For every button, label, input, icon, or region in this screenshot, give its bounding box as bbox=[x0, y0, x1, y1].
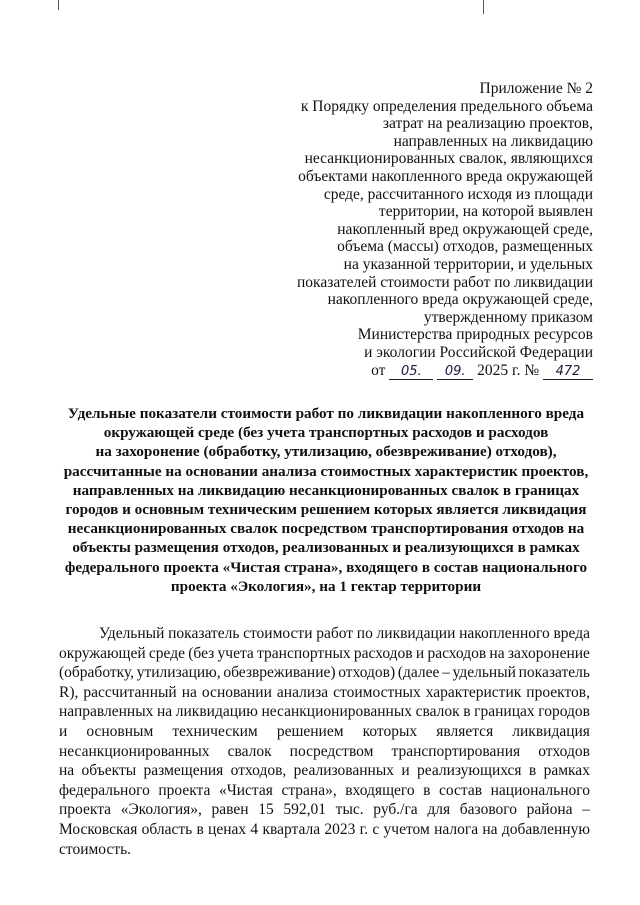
body-line bbox=[59, 624, 590, 644]
appendix-line: накопленный вред окружающей среде, bbox=[337, 220, 593, 238]
word: проекта bbox=[59, 801, 112, 819]
body-line bbox=[59, 800, 590, 820]
word: квартала bbox=[262, 820, 321, 838]
word: накопленного bbox=[459, 625, 550, 642]
word: расходов bbox=[353, 644, 413, 662]
appendix-header bbox=[253, 80, 593, 380]
word: г. bbox=[359, 820, 369, 838]
appendix-line: затрат на реализацию проектов, bbox=[382, 115, 593, 133]
scan-edge-mark bbox=[58, 0, 59, 10]
word: – bbox=[442, 664, 450, 682]
body-line bbox=[59, 820, 590, 840]
word: руб./га bbox=[373, 801, 418, 819]
appendix-line: Приложение № 2 bbox=[479, 80, 593, 97]
appendix-line: накопленного вреда окружающей среде, bbox=[327, 291, 593, 309]
word: обезвреживание) bbox=[223, 664, 336, 682]
word: на bbox=[482, 820, 498, 838]
title-line: проекта «Экология», на 1 гектар территории bbox=[170, 577, 482, 595]
word: района bbox=[526, 801, 573, 819]
word: входящего bbox=[345, 781, 415, 799]
word: на bbox=[181, 683, 197, 701]
word: национального bbox=[490, 781, 590, 799]
word: которых bbox=[362, 722, 418, 740]
word: реализующихся bbox=[417, 762, 522, 780]
body-line bbox=[59, 702, 590, 722]
body-line bbox=[59, 722, 590, 742]
body-line bbox=[59, 761, 590, 781]
title-line: на захоронение (обработку, утилизацию, обезвреживание) отходов), bbox=[95, 443, 557, 461]
body-line bbox=[59, 663, 590, 683]
title-line: Удельные показатели стоимости работ по ликвидации накопленного вреда bbox=[67, 405, 585, 422]
word: отходов, bbox=[230, 762, 287, 780]
appendix-line: несанкционированных свалок, являющихся bbox=[304, 150, 593, 168]
word: окружающей bbox=[59, 644, 146, 662]
word: характеристик bbox=[425, 683, 522, 701]
word: рамках bbox=[543, 762, 590, 780]
appendix-line: утвержденному приказом bbox=[423, 308, 593, 326]
word: работ bbox=[316, 625, 354, 642]
body-paragraph bbox=[59, 624, 590, 859]
order-date-line bbox=[253, 362, 593, 380]
word: основании bbox=[201, 683, 272, 701]
title-line: федерального проекта «Чистая страна», входящего в состав национального bbox=[64, 558, 588, 576]
body-line bbox=[59, 683, 590, 703]
word: 592,01 bbox=[283, 801, 327, 819]
appendix-line: территории, на которой выявлен bbox=[378, 203, 593, 221]
title-line: рассчитанные на основании анализа стоимостных характеристик проектов, bbox=[63, 462, 589, 480]
word: 4 bbox=[250, 820, 259, 838]
appendix-line: и экологии Российской Федерации bbox=[364, 343, 593, 361]
word: и bbox=[59, 722, 68, 740]
word: стоимость. bbox=[59, 840, 132, 858]
word: (без bbox=[188, 644, 215, 662]
appendix-line: направленных на ликвидацию bbox=[393, 132, 593, 150]
word: тыс. bbox=[335, 801, 364, 819]
title-line: направленных на ликвидацию несанкционированных свалок в границах bbox=[72, 481, 580, 499]
word: захоронение bbox=[507, 644, 590, 662]
word: размещения bbox=[143, 762, 224, 780]
title-line: городов и основным техническим решением которых является ликвидация bbox=[65, 501, 587, 519]
word: ценах bbox=[208, 820, 247, 838]
word: ликвидация bbox=[512, 722, 590, 740]
word: техническим bbox=[172, 722, 258, 740]
word: для bbox=[427, 801, 451, 819]
word: стоимостных bbox=[333, 683, 421, 701]
word: с bbox=[372, 820, 380, 838]
word: основным bbox=[86, 722, 154, 740]
word: транспортирования bbox=[391, 742, 521, 760]
appendix-line: на указанной территории, и удельных bbox=[343, 255, 593, 273]
word: объекты bbox=[81, 762, 137, 780]
word: – bbox=[582, 801, 590, 819]
word: посредством bbox=[289, 742, 374, 760]
word: в bbox=[196, 820, 204, 838]
word: отходов bbox=[538, 742, 590, 760]
appendix-line: Министерства природных ресурсов bbox=[357, 326, 593, 344]
word: 15 bbox=[258, 801, 274, 819]
word: рассчитанный bbox=[83, 683, 177, 701]
word: 2023 bbox=[324, 820, 356, 838]
word: направленных bbox=[59, 703, 154, 721]
word: удельный bbox=[452, 664, 516, 682]
word: свалок bbox=[227, 742, 272, 760]
word: состав bbox=[439, 781, 483, 799]
word: по bbox=[356, 625, 373, 642]
handwritten-month: 09. bbox=[437, 364, 473, 380]
body-line bbox=[59, 840, 590, 860]
appendix-line: к Порядку определения предельного объема bbox=[300, 97, 593, 115]
word: показатель bbox=[168, 625, 240, 642]
word: равен bbox=[211, 801, 249, 819]
word: утилизацию, bbox=[136, 664, 221, 682]
document-title bbox=[56, 404, 596, 596]
word: Московская bbox=[59, 820, 138, 838]
word: анализа bbox=[276, 683, 329, 701]
word: проекта bbox=[158, 781, 211, 799]
word: среде bbox=[148, 644, 185, 662]
date-prefix: от bbox=[371, 361, 386, 379]
word: «Чистая bbox=[218, 781, 273, 799]
word: решением bbox=[276, 722, 344, 740]
appendix-line: объема (массы) отходов, размещенных bbox=[337, 238, 593, 256]
word: учетом bbox=[383, 820, 430, 838]
title-line: объекты размещения отходов, реализованных и реализующихся в рамках bbox=[72, 539, 580, 557]
word: (обработку, bbox=[59, 664, 135, 682]
word: (далее bbox=[397, 664, 440, 682]
word: отходов) bbox=[338, 664, 396, 682]
word: добавленную bbox=[501, 820, 590, 838]
appendix-line: объектами накопленного вреда окружающей bbox=[298, 167, 593, 185]
word: вреда bbox=[553, 625, 590, 642]
appendix-line: среде, рассчитанного исходя из площади bbox=[323, 185, 593, 203]
word: несанкционированных bbox=[261, 703, 412, 721]
word: на bbox=[156, 703, 173, 721]
word: показатель bbox=[518, 664, 590, 682]
body-line bbox=[59, 644, 590, 664]
word: Удельный bbox=[99, 625, 165, 642]
word: ликвидации bbox=[376, 625, 456, 642]
word: городов bbox=[538, 703, 590, 721]
date-year: 2025 г. № bbox=[477, 361, 540, 379]
word: R), bbox=[59, 683, 79, 701]
title-line: несанкционированных свалок посредством транспортирования отходов на bbox=[67, 520, 585, 538]
word: несанкционированных bbox=[59, 742, 210, 760]
word: является bbox=[436, 722, 494, 740]
word: свалок bbox=[415, 703, 460, 721]
word: область bbox=[141, 820, 193, 838]
scan-edge-mark bbox=[483, 0, 484, 14]
word: расходов bbox=[427, 644, 487, 662]
word: стоимости bbox=[243, 625, 313, 642]
word: базового bbox=[459, 801, 517, 819]
title-line: окружающей среде (без учета транспортных расходов и расходов bbox=[103, 424, 549, 442]
word: ликвидацию bbox=[175, 703, 258, 721]
word: налога bbox=[434, 820, 479, 838]
word: в bbox=[528, 762, 537, 780]
word: и bbox=[401, 762, 410, 780]
word: в bbox=[423, 781, 431, 799]
word: транспортных bbox=[257, 644, 351, 662]
word: «Экология», bbox=[120, 801, 202, 819]
body-line bbox=[59, 781, 590, 801]
body-line bbox=[59, 742, 590, 762]
word: в bbox=[463, 703, 471, 721]
word: на bbox=[59, 762, 75, 780]
word: страна», bbox=[281, 781, 337, 799]
word: проектов, bbox=[526, 683, 590, 701]
handwritten-day: 05. bbox=[389, 364, 433, 380]
appendix-line: показателей стоимости работ по ликвидации bbox=[297, 273, 593, 291]
handwritten-order-number: 472 bbox=[543, 364, 593, 380]
word: и bbox=[415, 644, 425, 662]
word: реализованных bbox=[293, 762, 395, 780]
word: учета bbox=[217, 644, 254, 662]
word: на bbox=[489, 644, 505, 662]
word: границах bbox=[474, 703, 535, 721]
word: федерального bbox=[59, 781, 150, 799]
